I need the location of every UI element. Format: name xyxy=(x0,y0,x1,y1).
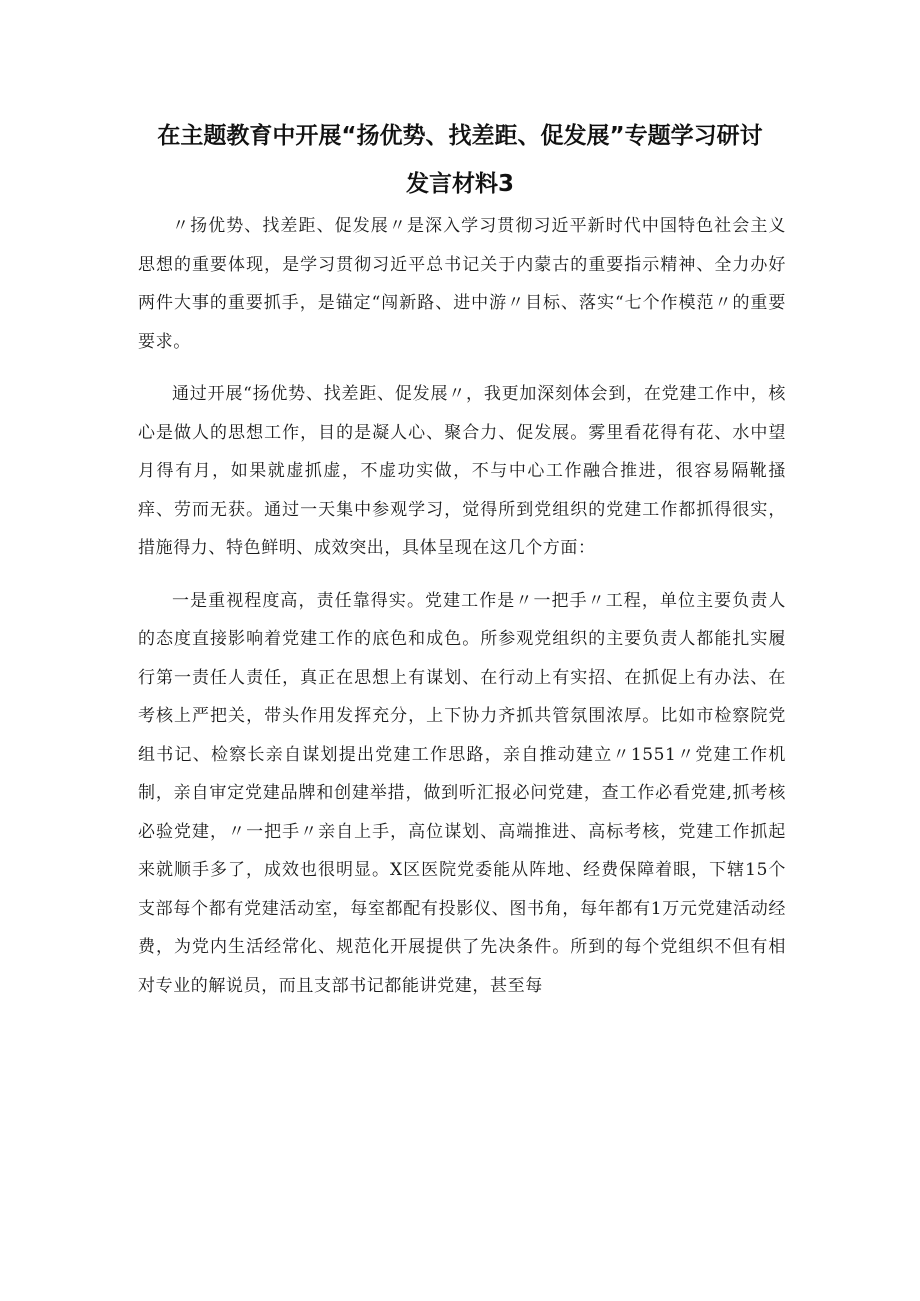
paragraph-intro: 〃扬优势、找差距、促发展〃是深入学习贯彻习近平新时代中国特色社会主义思想的重要体现，是学习贯彻习近平总书记关于内蒙古的重要指示精神、全力办好两件大事的重要抓手，是锚定“闯新路、进中游〃目标、落实“七个作模范〃的重要要求。 xyxy=(138,216,786,352)
document-title-line-2: 发言材料3 xyxy=(405,171,514,197)
document-body xyxy=(138,207,786,1019)
paragraph-experience: 通过开展“扬优势、找差距、促发展〃，我更加深刻体会到，在党建工作中，核心是做人的思想工作，目的是凝人心、聚合力、促发展。雾里看花得有花、水中望月得有月，如果就虚抓虚，不虚功实做，不与中心工作融合推进，很容易隔靴搔痒、劳而无获。通过一天集中参观学习，觉得所到党组织的党建工作都抓得很实，措施得力、特色鲜明、成效突出，具体呈现在这几个方面： xyxy=(138,384,786,558)
document-title-line-1: 在主题教育中开展“扬优势、找差距、促发展”专题学习研讨 xyxy=(157,123,763,149)
paragraph-point-one: 一是重视程度高，责任靠得实。党建工作是〃一把手〃工程，单位主要负责人的态度直接影响着党建工作的底色和成色。所参观党组织的主要负责人都能扎实履行第一责任人责任，真正在思想上有谋划、在行动上有实招、在抓促上有办法、在考核上严把关，带头作用发挥充分，上下协力齐抓共管氛围浓厚。比如市检察院党组书记、检察长亲自谋划提出党建工作思路，亲自推动建立〃1551〃党建工作机制，亲自审定党建品牌和创建举措，做到听汇报必问党建，查工作必看党建,抓考核必验党建，〃一把手〃亲自上手，高位谋划、高端推进、高标考核，党建工作抓起来就顺手多了，成效也很明显。X区医院党委能从阵地、经费保障着眼，下辖15个支部每个都有党建活动室，每室都配有投影仪、图书角，每年都有1万元党建活动经费，为党内生活经常化、规范化开展提供了先决条件。所到的每个党组织不但有相对专业的解说员，而且支部书记都能讲党建，甚至每 xyxy=(138,590,786,996)
